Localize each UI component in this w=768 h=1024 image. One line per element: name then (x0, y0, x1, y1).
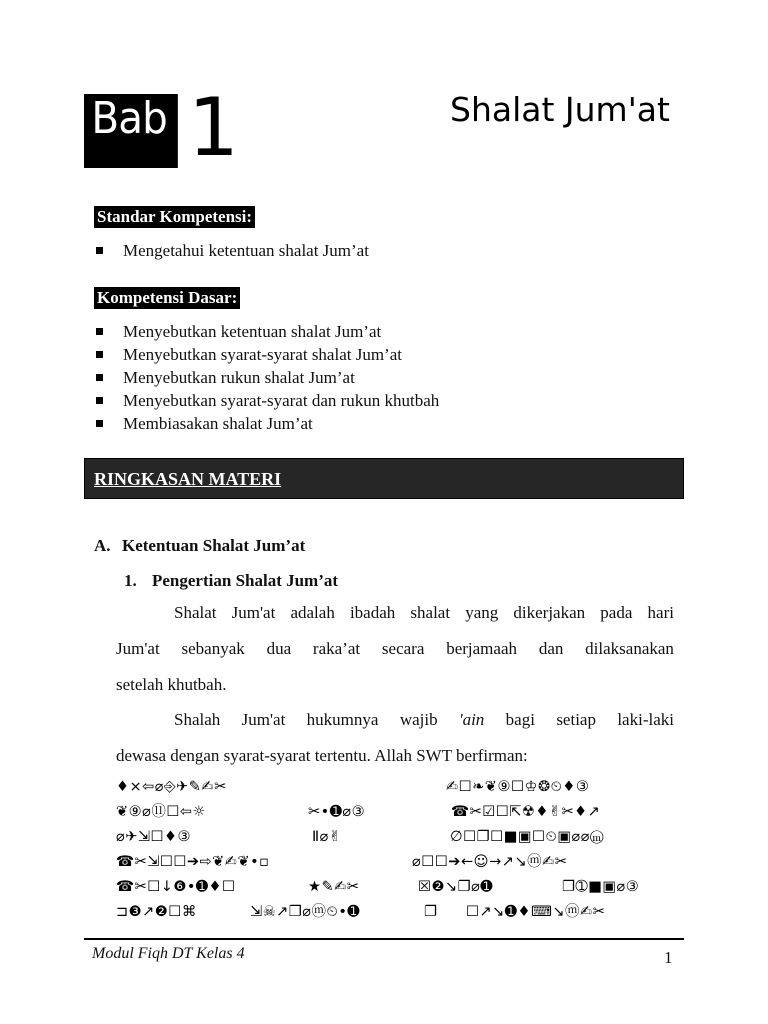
quran-verse-row: ⌀✈⇲☐♦③ Ⅱ⌀✌ ∅☐❐☐■▣☐⏲▣⌀⌀ⓜ (116, 829, 605, 845)
page-number: 1 (664, 948, 673, 967)
paragraph-line: dewasa dengan syarat-syarat tertentu. Allah SWT berfirman: (116, 746, 528, 765)
quran-verse-row: ♦×⇦⌀⎆✈✎✍✂ ✍☐❧❦⑨☐♔❂⏲♦③ (116, 779, 590, 795)
footer-module-title: Modul Fiqh DT Kelas 4 (92, 945, 245, 962)
paragraph-line: setelah khutbah. (116, 675, 227, 694)
paragraph-line: Jum'at sebanyak dua raka’at secara berjamaah dan dilaksanakan (116, 639, 674, 658)
list-item: Menyebutkan syarat-syarat dan rukun khutbah (96, 389, 439, 412)
quran-verse-row: ❦⑨⌀⑪☐⇦☼ ✂•➊⌀③ ☎✂☑☐⇱☢♦✌✂♦↗ (116, 804, 601, 820)
kompetensi-dasar-label: Kompetensi Dasar: (94, 287, 240, 309)
square-bullet-icon (96, 397, 103, 404)
kompetensi-dasar-list (96, 320, 439, 435)
quran-verse-row: ☎✂☐↓❻•➊♦☐ ★✎✍✂ ☒❷↘❐⌀➊ ❐➀■▣⌀③ (116, 879, 640, 895)
list-item: Menyebutkan syarat-syarat shalat Jum’at (96, 343, 439, 366)
section-a-label: A. (94, 536, 111, 555)
quran-verse-row: ☎✂⇲☐☐➔⇨❦✍❦•▫ ⌀☐☐➔←☺→↗↘ⓜ✍✂ (116, 854, 568, 870)
section-a-title: Ketentuan Shalat Jum’at (122, 536, 306, 555)
paragraph-line: Shalat Jum'at adalah ibadah shalat yang dikerjakan pada hari (174, 603, 674, 622)
summary-title: RINGKASAN MATERI (94, 469, 282, 489)
square-bullet-icon (96, 351, 103, 358)
subsection-1-heading (124, 570, 338, 592)
footer-divider (84, 938, 684, 940)
chapter-number: 1 (188, 81, 239, 174)
square-bullet-icon (96, 374, 103, 381)
square-bullet-icon (96, 420, 103, 427)
section-a-heading (94, 535, 305, 557)
quran-verse-row: ⊐❸↗❷☐⌘ ⇲☠↗❐⌀ⓜ⏲•➊ ❐ ☐↗↘➊♦⌨↘ⓜ✍✂ (116, 904, 606, 920)
paragraph-ruling (116, 702, 674, 774)
square-bullet-icon (96, 328, 103, 335)
paragraph-definition (116, 595, 674, 703)
bab-label: Bab (84, 94, 178, 168)
list-item: Mengetahui ketentuan shalat Jum’at (96, 239, 369, 262)
list-item: Menyebutkan rukun shalat Jum’at (96, 366, 439, 389)
chapter-title: Shalat Jum'at (450, 90, 670, 129)
standar-kompetensi-label: Standar Kompetensi: (94, 206, 255, 228)
summary-banner (84, 458, 684, 499)
square-bullet-icon (96, 247, 103, 254)
list-item: Menyebutkan ketentuan shalat Jum’at (96, 320, 439, 343)
subsection-1-title: Pengertian Shalat Jum’at (152, 571, 339, 590)
paragraph-line: Shalah Jum'at hukumnya wajib 'ain bagi setiap laki-laki (174, 710, 674, 729)
standar-kompetensi-list (96, 239, 369, 262)
subsection-1-label: 1. (124, 571, 137, 590)
list-item: Membiasakan shalat Jum’at (96, 412, 439, 435)
